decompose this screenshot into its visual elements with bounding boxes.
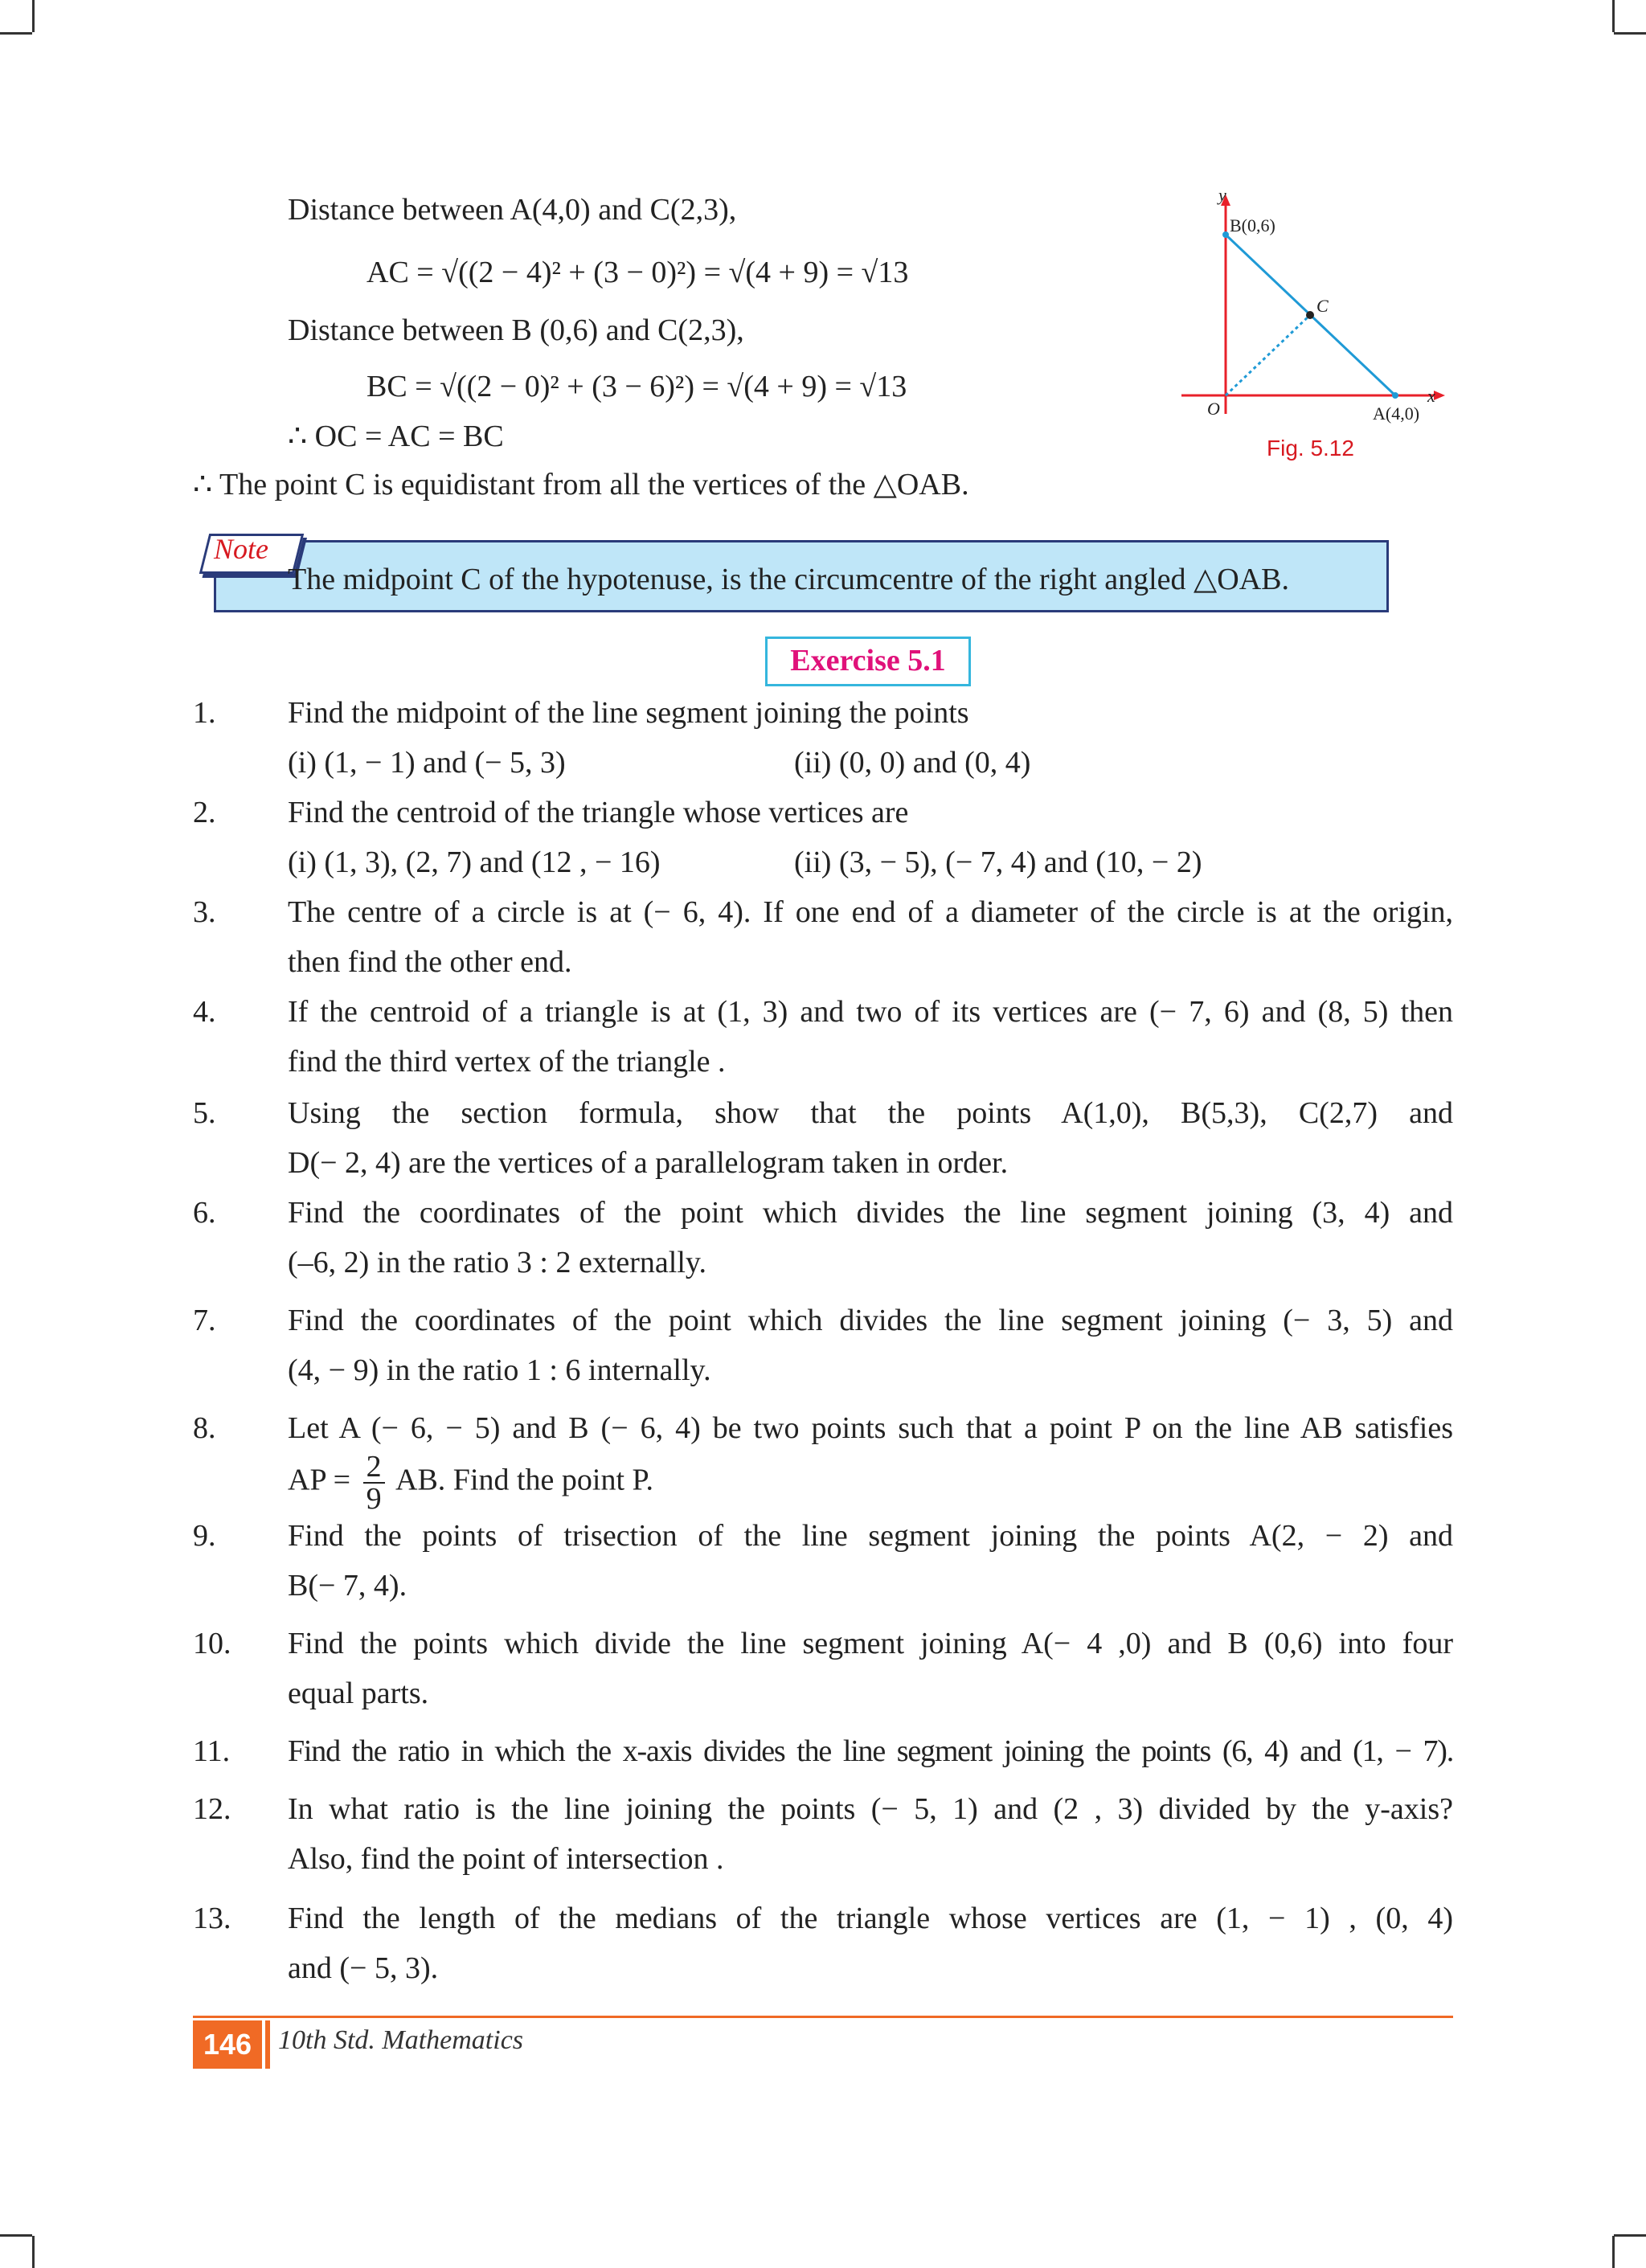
q8-line1: Let A (− 6, − 5) and B (− 6, 4) be two points such that a point P on the line AB satisfies	[288, 1411, 1453, 1445]
q6-line2: (–6, 2) in the ratio 3 : 2 externally.	[288, 1246, 706, 1279]
point-a-dot	[1392, 392, 1398, 399]
therefore-equation: ∴ OC = AC = BC	[288, 420, 504, 453]
q3-number: 3.	[193, 895, 216, 929]
page-number: 146	[193, 2020, 262, 2069]
q9-line2: B(− 7, 4).	[288, 1569, 407, 1603]
fig-point-c-label: C	[1316, 296, 1329, 316]
note-text: The midpoint C of the hypotenuse, is the circumcentre of the right angled △OAB.	[288, 563, 1289, 596]
q10-line1: Find the points which divide the line segment joining A(− 4 ,0) and B (0,6) into four	[288, 1627, 1453, 1660]
fig-point-a-label: A(4,0)	[1373, 403, 1420, 424]
crop-mark-tl-h	[0, 32, 32, 35]
crop-mark-bl-h	[0, 2234, 32, 2237]
point-c-dot	[1306, 311, 1314, 319]
q2-text: Find the centroid of the triangle whose vertices are	[288, 796, 909, 829]
crop-mark-br-h	[1614, 2234, 1646, 2237]
q2-number: 2.	[193, 796, 216, 829]
q3-line1: The centre of a circle is at (− 6, 4). If one end of a diameter of the circle is at the origin,	[288, 895, 1453, 929]
q8-fraction-numerator: 2	[363, 1451, 385, 1484]
q4-line1: If the centroid of a triangle is at (1, 3) and two of its vertices are (− 7, 6) and (8, 5) then	[288, 995, 1453, 1029]
exercise-title: Exercise 5.1	[790, 644, 946, 678]
q2-part-a: (i) (1, 3), (2, 7) and (12 , − 16)	[288, 845, 661, 879]
q11-number: 11.	[193, 1734, 231, 1768]
median-oc	[1226, 315, 1310, 395]
q9-number: 9.	[193, 1519, 216, 1553]
bc-equation: BC = √((2 − 0)² + (3 − 6)²) = √(4 + 9) = √13	[366, 370, 907, 403]
crop-mark-tl-v	[32, 0, 35, 32]
distance-ac-heading: Distance between A(4,0) and C(2,3),	[288, 193, 737, 227]
q7-line2: (4, − 9) in the ratio 1 : 6 internally.	[288, 1353, 711, 1387]
q8-number: 8.	[193, 1411, 216, 1445]
q7-line1: Find the coordinates of the point which divides the line segment joining (− 3, 5) and	[288, 1304, 1453, 1337]
crop-mark-br-v	[1612, 2236, 1615, 2268]
q5-line1: Using the section formula, show that the points A(1,0), B(5,3), C(2,7) and	[288, 1096, 1453, 1130]
q1-part-b: (ii) (0, 0) and (0, 4)	[794, 746, 1031, 780]
crop-mark-bl-v	[32, 2236, 35, 2268]
q13-number: 13.	[193, 1902, 231, 1935]
q11-line1: Find the ratio in which the x-axis divides the line segment joining the points (6, 4) and (1, − 7).	[288, 1734, 1453, 1768]
q12-number: 12.	[193, 1792, 231, 1826]
q4-number: 4.	[193, 995, 216, 1029]
q9-line1: Find the points of trisection of the line segment joining the points A(2, − 2) and	[288, 1519, 1453, 1553]
fig-point-b-label: B(0,6)	[1230, 215, 1275, 235]
q8-fraction	[363, 1451, 385, 1514]
q8-line2-tail: AB. Find the point P.	[395, 1463, 653, 1497]
q6-number: 6.	[193, 1196, 216, 1230]
q6-line1: Find the coordinates of the point which divides the line segment joining (3, 4) and	[288, 1196, 1453, 1230]
point-b-dot	[1222, 231, 1229, 238]
footer-rule	[193, 2016, 1453, 2018]
q1-number: 1.	[193, 696, 216, 730]
fig-x-label: x	[1427, 386, 1435, 406]
q12-line2: Also, find the point of intersection .	[288, 1842, 724, 1876]
q5-number: 5.	[193, 1096, 216, 1130]
q3-line2: then find the other end.	[288, 945, 572, 979]
fig-origin-label: O	[1207, 399, 1220, 419]
q10-line2: equal parts.	[288, 1676, 429, 1710]
q13-line1: Find the length of the medians of the triangle whose vertices are (1, − 1) , (0, 4)	[288, 1902, 1453, 1935]
book-title: 10th Std. Mathematics	[278, 2025, 524, 2055]
q2-part-b: (ii) (3, − 5), (− 7, 4) and (10, − 2)	[794, 845, 1202, 879]
ac-equation: AC = √((2 − 4)² + (3 − 0)²) = √(4 + 9) = √13	[366, 256, 909, 289]
q8-ap-label: AP =	[288, 1463, 351, 1497]
q8-line2	[288, 1451, 653, 1514]
q13-line2: and (− 5, 3).	[288, 1951, 439, 1985]
equidistant-conclusion: ∴ The point C is equidistant from all the vertices of the △OAB.	[193, 468, 969, 501]
figure-caption: Fig. 5.12	[1267, 436, 1354, 461]
q10-number: 10.	[193, 1627, 231, 1660]
fig-y-label: y	[1218, 185, 1226, 205]
page-number-bar	[265, 2020, 270, 2069]
q1-part-a: (i) (1, − 1) and (− 5, 3)	[288, 746, 566, 780]
distance-bc-heading: Distance between B (0,6) and C(2,3),	[288, 313, 744, 347]
q1-text: Find the midpoint of the line segment joining the points	[288, 696, 969, 730]
q12-line1: In what ratio is the line joining the points (− 5, 1) and (2 , 3) divided by the y-axis?	[288, 1792, 1453, 1826]
q4-line2: find the third vertex of the triangle .	[288, 1045, 726, 1079]
note-tag-label: Note	[214, 533, 268, 565]
q8-fraction-denominator: 9	[366, 1482, 382, 1516]
crop-mark-tr-h	[1614, 32, 1646, 35]
x-axis-arrow	[1434, 391, 1445, 400]
q7-number: 7.	[193, 1304, 216, 1337]
crop-mark-tr-v	[1612, 0, 1615, 32]
q5-line2: D(− 2, 4) are the vertices of a parallelogram taken in order.	[288, 1146, 1009, 1180]
